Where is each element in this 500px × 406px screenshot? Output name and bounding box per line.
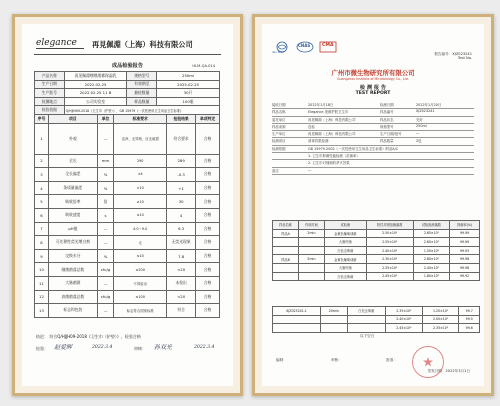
table-cell: 符合要求 bbox=[167, 123, 196, 154]
form-value: 消毒效果检测 bbox=[308, 139, 329, 144]
table-cell bbox=[273, 315, 321, 324]
reviewer-label: 审核 bbox=[134, 346, 142, 351]
column-header: 单项判定 bbox=[196, 115, 220, 124]
column-header: 单位 bbox=[97, 115, 113, 124]
left-document-frame bbox=[12, 14, 243, 396]
report-title: 成品检验报告 bbox=[111, 63, 144, 69]
table-row bbox=[35, 222, 220, 236]
table-cell: 2 bbox=[35, 154, 49, 168]
info-label: 有效期至 bbox=[127, 80, 157, 89]
info-row bbox=[35, 72, 220, 81]
table-row bbox=[273, 324, 480, 333]
table-cell: — bbox=[97, 222, 113, 236]
form-label bbox=[376, 160, 416, 166]
test-no-label: Test No. bbox=[457, 56, 472, 61]
table-cell: +1 bbox=[167, 181, 196, 195]
results-header-row bbox=[273, 221, 480, 230]
table-cell: 合格 bbox=[196, 168, 220, 182]
form-label: 备注 bbox=[272, 168, 279, 173]
info-label: 产品名称 bbox=[35, 72, 65, 81]
info-value: 100瓶 bbox=[157, 97, 220, 106]
reviewer-line: 审核： bbox=[134, 346, 146, 351]
table-row bbox=[273, 263, 480, 272]
column-header: 检验结果 bbox=[167, 115, 196, 124]
table-row bbox=[35, 181, 220, 195]
form-label bbox=[376, 153, 416, 159]
table-cell: pH值 bbox=[48, 222, 97, 236]
info-label: 检测地点 bbox=[35, 97, 65, 106]
results-header-row bbox=[35, 115, 220, 124]
table-cell: 10 bbox=[35, 263, 49, 277]
table-cell bbox=[321, 315, 348, 324]
info-value: 2022.02.25 11 B bbox=[64, 89, 127, 98]
form-value: 1. 卫生巾抑菌性能检测（抗菌率） bbox=[308, 154, 360, 159]
table-row bbox=[35, 123, 220, 154]
table-cell: 无 bbox=[114, 236, 167, 250]
reviewer-date: 2022.3.4 bbox=[194, 345, 215, 350]
table-cell: 合格 bbox=[196, 236, 220, 250]
report-title-en: TEST REPORT bbox=[355, 91, 391, 96]
signer-label-approved: 批准： bbox=[386, 358, 397, 362]
form-row bbox=[272, 124, 474, 131]
standard-label: 检验依据 bbox=[35, 106, 65, 115]
table-row bbox=[273, 238, 480, 247]
table-row bbox=[35, 290, 220, 304]
form-value: — bbox=[308, 167, 312, 172]
table-cell: 合格 bbox=[196, 276, 220, 290]
table-cell: 1.50×10³ bbox=[413, 246, 449, 255]
table-cell: 2.50×10⁶ bbox=[366, 229, 413, 238]
table-cell: 白色念珠菌 bbox=[347, 307, 385, 316]
table-row bbox=[35, 195, 220, 209]
table-row bbox=[273, 229, 480, 238]
table-cell: 290 bbox=[114, 154, 167, 168]
form-row bbox=[272, 138, 474, 145]
table-cell bbox=[298, 272, 324, 281]
info-value: 30只 bbox=[157, 89, 220, 98]
table-row bbox=[35, 249, 220, 263]
table-cell: ±10 bbox=[114, 181, 167, 195]
form-value bbox=[416, 160, 474, 166]
table-cell: 全长 bbox=[48, 154, 97, 168]
form-row bbox=[272, 131, 474, 138]
table-cell: 白色念珠菌 bbox=[324, 272, 366, 281]
table-cell: % bbox=[97, 249, 113, 263]
sample-info-form bbox=[272, 102, 474, 175]
product-info-table bbox=[34, 71, 220, 115]
table-cell: 5min bbox=[298, 255, 324, 264]
conclusion-line: 结论： 符合Q/HJJH09-2018《卫生巾（护垫）》，检验合格 bbox=[36, 334, 141, 339]
form-label: 检测依据 bbox=[272, 146, 286, 151]
form-label bbox=[272, 153, 308, 159]
table-cell: ≤100 bbox=[114, 290, 167, 304]
info-label: 规格型号 bbox=[127, 72, 157, 81]
table-cell: — bbox=[97, 123, 113, 154]
form-value: 送检 bbox=[308, 124, 315, 129]
form-row bbox=[272, 117, 474, 124]
table-cell: 99.98 bbox=[450, 255, 480, 264]
table-cell: 6 bbox=[35, 208, 49, 222]
reviewer-signature: 孙双光 bbox=[154, 344, 173, 351]
table-cell: 白色念珠菌 bbox=[324, 246, 366, 255]
form-value: Elegance 美颜护肤卫生巾 bbox=[308, 110, 349, 115]
form-value: 2022年1月18日 bbox=[308, 103, 334, 107]
company-name: 再見佩淵（上海）科技有限公司 bbox=[92, 40, 193, 49]
column-header: 试验菌 bbox=[324, 221, 366, 230]
table-cell: 99.5 bbox=[459, 315, 480, 324]
table-cell bbox=[298, 238, 324, 247]
inspection-results-table bbox=[34, 114, 220, 318]
table-cell: 2.80×10² bbox=[413, 255, 449, 264]
table-cell: 交换水分 bbox=[48, 249, 97, 263]
table-cell: 真菌菌落总数 bbox=[48, 290, 97, 304]
table-cell: ≤10 bbox=[114, 249, 167, 263]
cnas-logo-text: CNAS bbox=[298, 42, 311, 48]
table-cell: 2.30×10⁶ bbox=[366, 255, 413, 264]
table-cell bbox=[347, 315, 385, 324]
table-cell: XJZ023241-1 bbox=[273, 307, 321, 316]
table-cell: 外观 bbox=[48, 123, 97, 154]
table-row bbox=[35, 304, 220, 318]
table-cell: 7 bbox=[35, 222, 49, 236]
table-cell: 2.40×10² bbox=[413, 263, 449, 272]
column-header: 项目 bbox=[48, 115, 97, 124]
table-cell bbox=[298, 246, 324, 255]
accreditation-logos bbox=[272, 40, 338, 54]
table-row bbox=[35, 236, 220, 250]
form-value: 2022年1月20日 bbox=[416, 103, 442, 107]
table-cell: 大肠杆菌 bbox=[324, 238, 366, 247]
form-row bbox=[272, 153, 474, 160]
info-row bbox=[35, 80, 220, 89]
table-cell: 4 bbox=[167, 208, 196, 222]
info-label: 生产批号 bbox=[35, 89, 65, 98]
table-row bbox=[273, 255, 480, 264]
table-cell: 大肠杆菌 bbox=[324, 263, 366, 272]
form-label: 规格型号 bbox=[380, 124, 394, 129]
column-header: 样品名称 bbox=[273, 221, 299, 230]
form-value: XJZ023241 bbox=[416, 109, 435, 114]
table-cell: 吸收速度 bbox=[48, 208, 97, 222]
table-cell: 合格 bbox=[196, 263, 220, 277]
table-cell: 2.65×10² bbox=[413, 229, 449, 238]
table-row bbox=[35, 263, 220, 277]
form-row bbox=[272, 160, 474, 167]
report-number-block bbox=[434, 52, 472, 60]
form-label bbox=[272, 160, 308, 166]
left-document-paper bbox=[22, 24, 233, 386]
table-row bbox=[35, 154, 220, 168]
column-header: 抑菌率(%) bbox=[450, 221, 480, 230]
table-cell: 6.3 bbox=[167, 222, 196, 236]
brand-logo: elegance bbox=[36, 38, 84, 50]
table-cell: 吸收倍率 bbox=[48, 195, 97, 209]
table-cell: 无荧光现象 bbox=[167, 236, 196, 250]
column-header: 序号 bbox=[35, 115, 49, 124]
table-cell: 13 bbox=[35, 304, 49, 318]
info-value: 2025.02.25 bbox=[157, 80, 220, 89]
form-label: 样品编号 bbox=[380, 110, 394, 115]
inspector-line: 检验： bbox=[36, 346, 48, 351]
ilac-logo-text: ilac-MRA bbox=[272, 50, 284, 54]
table-cell bbox=[347, 324, 385, 333]
form-value: — bbox=[416, 131, 420, 136]
inspector-date: 2022.3.4 bbox=[92, 345, 113, 350]
table-cell: 3 bbox=[35, 168, 49, 182]
form-label: 生产单位 bbox=[272, 132, 286, 137]
institute-name-cn: 广州市微生物研究所有限公司 bbox=[331, 69, 415, 77]
conclusion-label: 结论 bbox=[36, 334, 44, 339]
form-label: 检测日期 bbox=[380, 103, 394, 107]
form-label: 检测项目 bbox=[272, 139, 286, 144]
info-value: 2022.02.25 bbox=[64, 80, 127, 89]
form-row bbox=[272, 146, 474, 153]
report-title-cn: 检 测 报 告 bbox=[359, 85, 387, 91]
table-cell: 4.0～9.0 bbox=[114, 222, 167, 236]
table-cell: 99.92 bbox=[450, 272, 480, 281]
table-cell: 未检出 bbox=[167, 276, 196, 290]
table-row bbox=[273, 246, 480, 255]
info-row bbox=[35, 97, 220, 106]
form-value: 2. 卫生巾对细菌的杀灭效果 bbox=[308, 161, 350, 166]
table-cell: ±4 bbox=[114, 168, 167, 182]
form-value: 2包 bbox=[416, 139, 422, 144]
signers-row bbox=[276, 358, 397, 362]
table-cell: 合格 bbox=[196, 304, 220, 318]
info-value: 250ml bbox=[157, 72, 220, 81]
cma-logo bbox=[318, 40, 338, 54]
right-document-paper bbox=[262, 24, 484, 386]
table-cell: cfu/g bbox=[97, 263, 113, 277]
table-cell bbox=[298, 263, 324, 272]
table-cell: <20 bbox=[167, 263, 196, 277]
official-stamp bbox=[412, 346, 444, 378]
table-cell bbox=[273, 324, 321, 333]
table-cell bbox=[273, 263, 299, 272]
form-label: 样品状态 bbox=[380, 117, 394, 122]
standard-text: Q/HJJH09-2018《卫生巾（护垫）》、GB 15979《一次性使用卫生用品卫生标准》 bbox=[64, 106, 219, 115]
table-cell: 合格 bbox=[196, 208, 220, 222]
table-cell bbox=[321, 324, 348, 333]
info-row bbox=[35, 89, 220, 98]
table-cell: 11 bbox=[35, 276, 49, 290]
right-document-frame bbox=[252, 14, 494, 396]
table-cell: 1 bbox=[35, 123, 49, 154]
table-cell: — bbox=[97, 304, 113, 318]
table-row bbox=[35, 168, 220, 182]
table-cell: 金黄色葡萄球菌 bbox=[324, 229, 366, 238]
form-value: 再见佩淵（上海）科技有限公司 bbox=[308, 132, 356, 137]
ilac-logo bbox=[272, 40, 292, 54]
table-cell: 99.98 bbox=[450, 263, 480, 272]
table-cell: 样品A bbox=[273, 229, 299, 238]
table-cell: 4 bbox=[35, 181, 49, 195]
table-cell: 20min bbox=[321, 307, 348, 316]
table-row bbox=[273, 315, 480, 324]
form-label: 接收日期 bbox=[272, 103, 286, 107]
signer-label-reviewed: 审核： bbox=[331, 358, 342, 362]
form-value: 250ml bbox=[416, 123, 427, 128]
column-header: 阳性对照组菌落数 bbox=[366, 221, 413, 230]
column-header: 试验组菌落数 bbox=[413, 221, 449, 230]
table-cell: 8 bbox=[35, 236, 49, 250]
table-cell: mm bbox=[97, 154, 113, 168]
report-number: HLM-QA-014 bbox=[192, 64, 215, 68]
table-cell bbox=[273, 272, 299, 281]
table-cell: 30 bbox=[167, 195, 196, 209]
table-cell: — bbox=[97, 276, 113, 290]
table-row bbox=[35, 208, 220, 222]
info-label: 样品数量 bbox=[127, 97, 157, 106]
table-cell: 标志符合国家标准 bbox=[114, 304, 167, 318]
form-label: 样品名称 bbox=[272, 110, 286, 115]
table-cell: 条质量偏差 bbox=[48, 181, 97, 195]
table-cell: — bbox=[97, 236, 113, 250]
table-cell: cfu/g bbox=[97, 290, 113, 304]
table-cell: 2.35×10⁶ bbox=[366, 263, 413, 272]
signer-label-prepared: 编制： bbox=[276, 358, 287, 362]
form-label: 委托单位 bbox=[272, 117, 286, 122]
table-cell: 1.20×10² bbox=[422, 307, 459, 316]
report-number-label: 报告编号： bbox=[434, 52, 453, 56]
table-cell: 9 bbox=[35, 249, 49, 263]
table-cell: 2.35×10⁶ bbox=[385, 307, 422, 316]
form-label bbox=[376, 168, 416, 174]
table-cell: 2.60×10² bbox=[413, 238, 449, 247]
table-cell: 金黄色葡萄球菌 bbox=[324, 255, 366, 264]
table-cell: 2.40×10⁶ bbox=[385, 315, 422, 324]
table-cell: <20 bbox=[167, 290, 196, 304]
table-cell: 2.45×10⁶ bbox=[366, 272, 413, 281]
form-row bbox=[272, 109, 474, 116]
form-label: 样品来源 bbox=[272, 124, 286, 129]
table-cell: 合格 bbox=[196, 249, 220, 263]
form-label: 样品数量 bbox=[380, 139, 394, 144]
table-cell: 合格 bbox=[196, 123, 220, 154]
table-cell: 7.8 bbox=[167, 249, 196, 263]
table-cell bbox=[273, 246, 299, 255]
table-cell: 合格 bbox=[196, 222, 220, 236]
form-value: 再见佩淵（上海）科技有限公司 bbox=[308, 117, 356, 122]
table-cell: 2.35×10² bbox=[422, 324, 459, 333]
inspector-signature: 赵爱晖 bbox=[54, 344, 73, 351]
table-cell: % bbox=[97, 168, 113, 182]
table-cell: 可迁移性荧光增白剂 bbox=[48, 236, 97, 250]
form-label: 生产日期/批号 bbox=[380, 132, 402, 137]
cma-logo-text: CMA bbox=[322, 43, 334, 48]
table-cell: 合格 bbox=[196, 290, 220, 304]
table-cell: ≤200 bbox=[114, 263, 167, 277]
table-cell: 洁净、无异物，应无破损 bbox=[114, 123, 167, 154]
form-value: 完好 bbox=[416, 117, 423, 122]
test-results-table-2 bbox=[272, 306, 480, 333]
form-value bbox=[416, 146, 474, 152]
info-value: 再见佩淵嘿嘿烟雾保湿乳 bbox=[64, 72, 127, 81]
table-cell: 2.40×10⁶ bbox=[366, 246, 413, 255]
report-number-value: XJZ023241 bbox=[452, 52, 472, 56]
table-cell: 2min bbox=[298, 229, 324, 238]
inspector-label: 检验 bbox=[36, 346, 44, 351]
form-value bbox=[416, 168, 474, 174]
table-cell: 5 bbox=[35, 195, 49, 209]
table-cell: 符合 bbox=[167, 304, 196, 318]
table-cell: 大肠菌群 bbox=[48, 276, 97, 290]
form-row bbox=[272, 168, 474, 175]
info-label: 生产日期 bbox=[35, 80, 65, 89]
table-row bbox=[273, 272, 480, 281]
table-cell: 全长偏差 bbox=[48, 168, 97, 182]
table-cell: 不得检出 bbox=[114, 276, 167, 290]
header-divider bbox=[34, 54, 221, 55]
table-cell: 样品B bbox=[273, 255, 299, 264]
table-cell: 细菌菌落总数 bbox=[48, 263, 97, 277]
table-row bbox=[273, 307, 480, 316]
table-cell: 合格 bbox=[196, 154, 220, 168]
table-cell: 1.80×10³ bbox=[413, 272, 449, 281]
table-cell: ≤10 bbox=[114, 208, 167, 222]
table-cell: s bbox=[97, 208, 113, 222]
table-cell: 12 bbox=[35, 290, 49, 304]
form-value: GB 15979-2002《一次性使用卫生用品卫生标准》附录A/C bbox=[308, 146, 399, 151]
table-cell: 合格 bbox=[196, 181, 220, 195]
table-cell: 标志和包装 bbox=[48, 304, 97, 318]
table-cell: -0.3 bbox=[167, 168, 196, 182]
table-cell: 2.45×10⁶ bbox=[385, 324, 422, 333]
table-cell: 2.00×10² bbox=[422, 315, 459, 324]
form-label bbox=[376, 146, 416, 152]
blank-below-note: 以下空白 bbox=[360, 334, 375, 338]
info-value: 公司实验室 bbox=[64, 97, 127, 106]
table-cell: 合格 bbox=[196, 195, 220, 209]
test-results-table bbox=[272, 220, 480, 281]
column-header: 作用时间 bbox=[298, 221, 324, 230]
form-value bbox=[416, 153, 474, 159]
cnas-logo bbox=[295, 40, 315, 54]
table-row bbox=[35, 276, 220, 290]
table-cell bbox=[273, 238, 299, 247]
table-cell: 99.99 bbox=[450, 229, 480, 238]
info-label: 抽检数量 bbox=[127, 89, 157, 98]
conclusion-text: 符合Q/HJJH09-2018《卫生巾（护垫）》，检验合格 bbox=[49, 334, 141, 339]
table-cell: 99.99 bbox=[450, 238, 480, 247]
table-cell: % bbox=[97, 181, 113, 195]
institute-name-en: Guangzhou Institute of Microbiology Co., Ltd. bbox=[337, 77, 409, 81]
table-cell: 2.55×10⁶ bbox=[366, 238, 413, 247]
table-cell: 倍 bbox=[97, 195, 113, 209]
table-cell: ≥10 bbox=[114, 195, 167, 209]
table-cell: 99.7 bbox=[459, 307, 480, 316]
column-header: 标准要求 bbox=[114, 115, 167, 124]
form-row bbox=[272, 102, 474, 109]
table-cell: 99.93 bbox=[450, 246, 480, 255]
table-cell: 289 bbox=[167, 154, 196, 168]
issue-date: 签发日期：2022年3月1日 bbox=[427, 369, 470, 373]
table-cell: 99.6 bbox=[459, 324, 480, 333]
